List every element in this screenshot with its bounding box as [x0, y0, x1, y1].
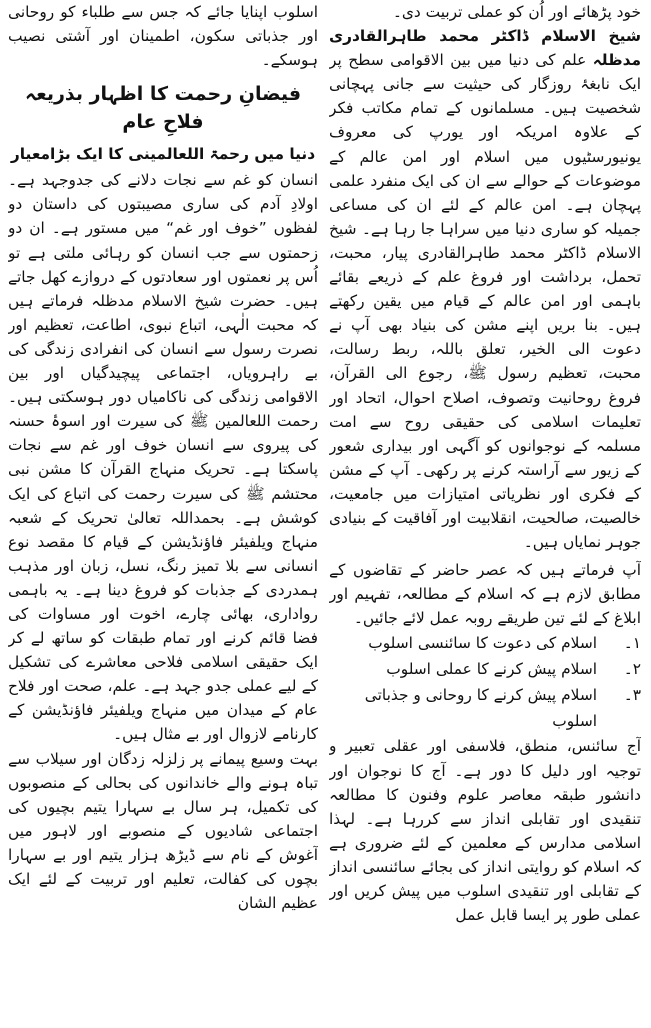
list-item	[329, 630, 641, 656]
paragraph: آپ فرماتے ہیں کہ عصر حاضر کے تقاضوں کے مطابق لازم ہے کہ اسلام کے مطالعہ، تفہیم اور ابلاغ کے لئے تین طریقے روبہ عمل لائے جائیں۔	[329, 561, 641, 628]
list-item	[329, 682, 641, 734]
section-subheading: دنیا میں رحمۃ اللعالمینی کا ایک بڑامعیار	[10, 145, 316, 164]
right-column	[329, 0, 641, 1028]
paragraph: خود پڑھائے اور اُن کو عملی تربیت دی۔	[392, 3, 641, 21]
paragraph: آج سائنس، منطق، فلاسفی اور عقلی تعبیر و توجیہ اور دلیل کا دور ہے۔ آج کا نوجوان اور دانشور طبقہ معاصر علوم وفنون کا مطالعہ تنقیدی اور تقابلی انداز سے کررہا ہے۔ لہذا اسلامی مدارس کے معلمین کے لئے ضروری ہے کہ اسلام کو روایتی انداز کی بجائے سائنسی انداز کے تقابلی اور تنقیدی اسلوب میں پیش کریں اور عملی طور پر ایسا قابل عمل	[329, 737, 641, 925]
paragraph: بہت وسیع پیمانے پر زلزلہ زدگان اور سیلاب سے تباہ ہونے والے خاندانوں کی بحالی کے منصوبوں کی تکمیل، ہر سال بے سہارا یتیم بچیوں کی اجتماعی شادیوں کے منصوبے اور لاہور میں آغوش کے نام سے ڈیڑھ ہزار یتیم اور بے سہارا بچوں کی کفالت، تعلیم اور تربیت کے لئے ایک عظیم الشان	[8, 749, 318, 913]
numbered-list	[329, 630, 641, 734]
list-text: اسلام کی دعوت کا سائنسی اسلوب	[368, 634, 597, 653]
list-item	[329, 656, 641, 682]
author-name: شیخ الاسلام ڈاکٹر محمد طاہرالقادری مدظلہ	[329, 27, 641, 70]
paragraph	[329, 24, 641, 554]
paragraph: اسلوب اپنایا جائے کہ جس سے طلباء کو روحانی اور جذباتی سکون، اطمینان اور آشتی نصیب ہوسکے۔	[8, 3, 318, 70]
paragraph-text: علم کی دنیا میں بین الاقوامی سطح پر ایک نابغۂ روزگار کی حیثیت سے جانی پہچانی شخصیت ہیں۔ مسلمانوں کے تمام مکاتب فکر کے علاوہ امریکہ اور یورپ کی معروف یونیورسٹیوں میں اسلام اور امن عالم کے موضوعات کے حوالے سے ان کی ایک منفرد علمی پہچان ہے۔ امن عالم کے لئے ان کی مساعی جمیلہ کو ساری دنیا میں سراہا جا رہا ہے۔ شیخ الاسلام ڈاکٹر محمد طاہرالقادری پیار، محبت، تحمل، برداشت اور فروغ علم کے ذریعے بقائے باہمی اور امن عالم کے قیام میں یقین رکھتے ہیں۔ بنا بریں اپنے مشن کی بنیاد بھی آپ نے دعوت الی الخیر، تعلق باللہ، ربط رسالت، محبت، تعظیم رسول ﷺ، رجوع الی القرآن، فروغ روحانیت وتصوف، اصلاح احوال، اتحاد اور تعلیمات اسلامی کی حقیقی روح سے امت مسلمہ کے نوجوانوں کو آگہی اور بیداری شعور کے زیور سے آراستہ کرنے پر رکھی۔ آپ کے مشن کے فکری اور نظریاتی امتیازات میں جامعیت، خالصیت، صالحیت، انقلابیت اور آفاقیت کے بنیادی جوہر نمایاں ہیں۔	[329, 51, 641, 552]
left-column	[8, 0, 318, 1028]
list-text: اسلام پیش کرنے کا روحانی و جذباتی اسلوب	[364, 686, 597, 731]
section-heading: فیضانِ رحمت کا اظہار بذریعہ فلاحِ عام	[24, 83, 302, 134]
list-number: ۳۔	[623, 686, 641, 705]
list-text: اسلام پیش کرنے کا عملی اسلوب	[386, 660, 597, 679]
list-number: ۲۔	[623, 660, 641, 679]
paragraph: انسان کو غم سے نجات دلانے کی جدوجہد ہے۔ اولادِ آدم کی ساری مصیبتوں کی داستان دو لفظوں ”خوف اور غم“ میں مستور ہے۔ ان دو زحمتوں سے جب انسان کو رہائی ملتی ہے تو اُس پر نعمتوں اور سعادتوں کے دروازے کھل جاتے ہیں۔ حضرت شیخ الاسلام مدظلہ فرماتے ہیں کہ محبت الٰہی، اتباع نبوی، اطاعت، تعظیم اور نصرت رسول سے انسان کی انفرادی زندگی کی بے راہرویاں، اجتماعی پیچیدگیاں اور بین الاقوامی زندگی کی ناکامیاں دور ہوسکتی ہیں۔ رحمت اللعالمین ﷺ کی سیرت اور اسوۂ حسنہ کی پیروی سے انسان خوف اور غم سے نجات پاسکتا ہے۔ تحریک منہاج القرآن کا مشن نبی محتشم ﷺ کی سیرت رحمت کی اتباع کی ایک کوشش ہے۔ بحمداللہ تعالیٰ تحریک کے شعبہ منہاج ویلفیئر فاؤنڈیشن کے قیام کا مقصد نوع انسانی سے بلا تمیز رنگ، نسل، زبان اور مذہب ہمدردی کے جذبات کو فروغ دینا ہے۔ یہ باہمی رواداری، بھائی چارے، اخوت اور مساوات کی فضا قائم کرنے اور تمام طبقات کو ساتھ لے کر ایک حقیقی اسلامی فلاحی معاشرے کی تشکیل کے لیے عملی جدو جہد ہے۔ علم، صحت اور فلاح عام کے میدان میں منہاج ویلفیئر فاؤنڈیشن کے کارنامے لازوال اور بے مثال ہیں۔	[8, 171, 318, 744]
list-number: ۱۔	[623, 634, 641, 653]
